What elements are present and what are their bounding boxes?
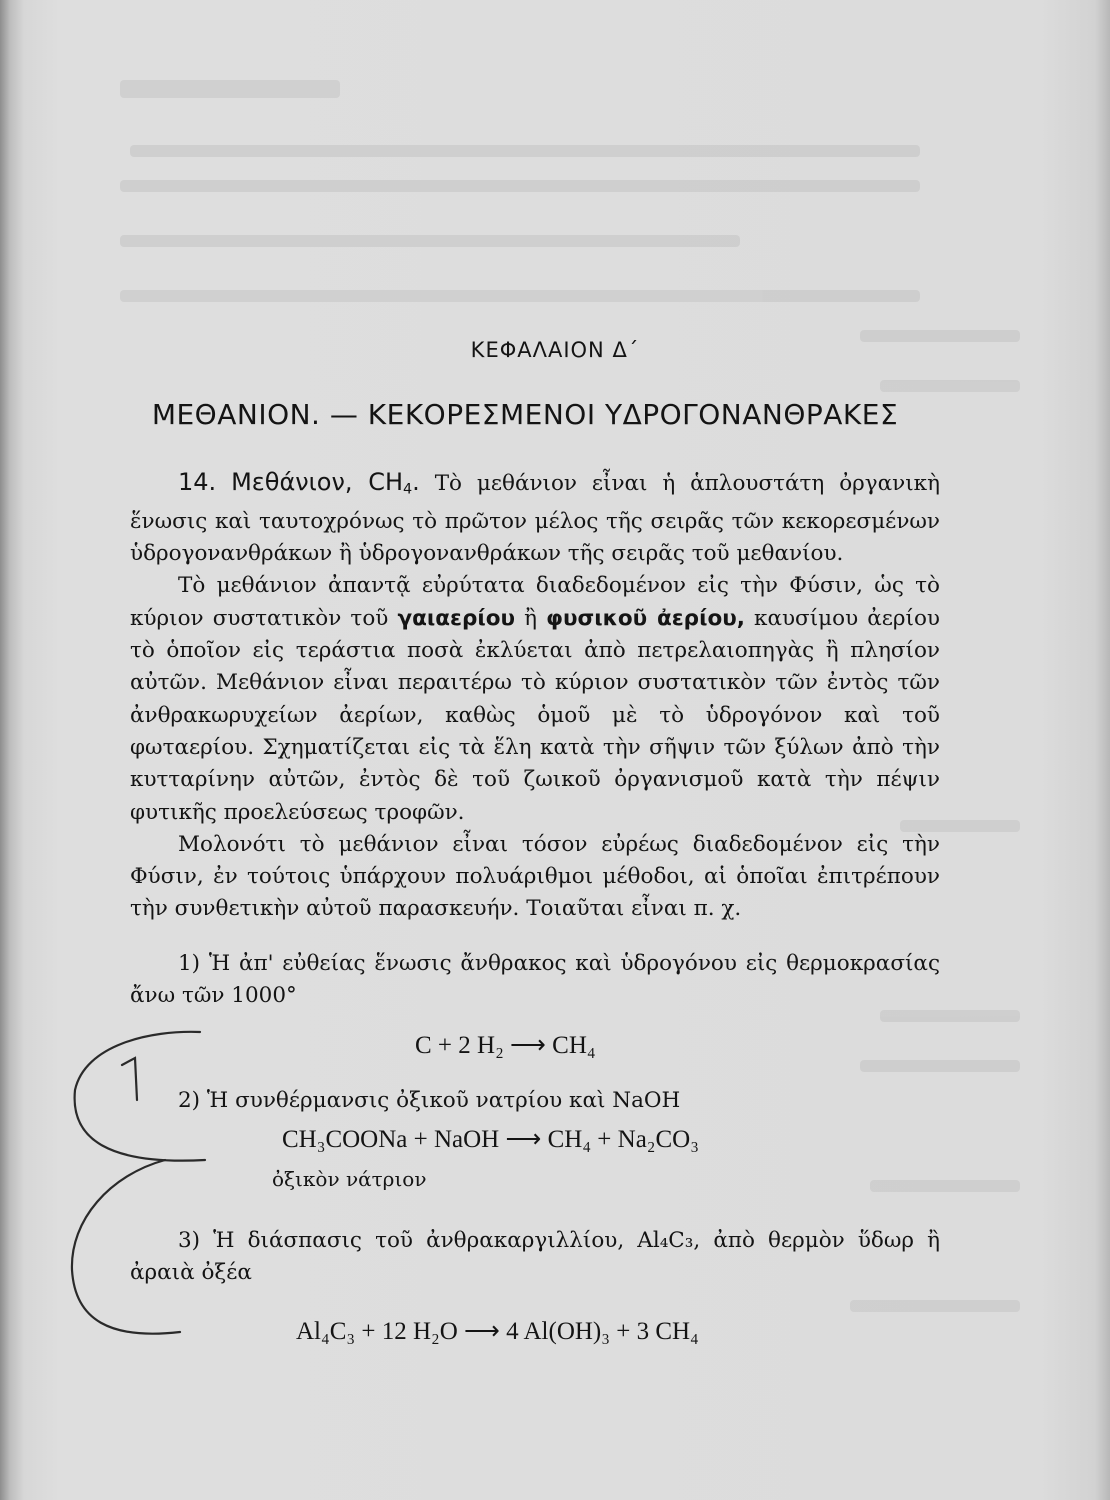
paragraph-2: Τὸ μεθάνιον ἀπαντᾷ εὐρύτατα διαδεδομένον εἰς τὴν Φύσιν, ὡς τὸ κύριον συστατικὸν τοῦ γαιαερίου ἢ φυσικοῦ ἀερίου, καυσίμου ἀερίου τὸ ὁποῖον εἰς τεράστια ποσὰ ἐκλύεται ἀπὸ πετρελαιοπηγὰς ἢ πλησίον αὐτῶν. Μεθάνιον εἶναι περαιτέρω τὸ κύριον συστατικὸν τῶν ἐντὸς τῶν ἀνθρακωρυχείων ἀερίων, καθὼς ὁμοῦ μὲ τὸ ὑδρογόνον καὶ τοῦ φωταερίου. Σχηματίζεται εἰς τὰ ἕλη κατὰ τὴν σῆψιν τῶν ξύλων ἀπὸ τὴν κυτταρίνην αὐτῶν, ἐντὸς δὲ τοῦ ζωικοῦ ὀργανισμοῦ κατὰ τὴν πέψιν φυτικῆς προελεύσεως τροφῶν.: [130, 573, 940, 825]
equation-2: CH₃COONa + NaOH ⟶ CH₄ + Na₂CO₃: [282, 1126, 699, 1153]
paragraph-3: Μολονότι τὸ μεθάνιον εἶναι τόσον εὐρέως διαδεδομένον εἰς τὴν Φύσιν, ἐν τούτοις ὑπάρχουν πολυάριθμοι μέθοδοι, αἱ ὁποῖαι ἐπιτρέπουν τὴν συνθετικὴν αὐτοῦ παρασκευήν. Τοιαῦται εἶναι π. χ.: [130, 831, 940, 922]
method-2-text: 2) Ἡ συνθέρμανσις ὀξικοῦ νατρίου καὶ NaOH: [178, 1088, 681, 1113]
chapter-title: ΜΕΘΑΝΙΟΝ. — ΚΕΚΟΡΕΣΜΕΝΟΙ ΥΔΡΟΓΟΝΑΝΘΡΑΚΕΣ: [151, 398, 899, 431]
section-heading: Μεθάνιον, $CH_4$.: [231, 468, 420, 498]
term-gaiaeriou: γαιαερίου: [397, 605, 516, 631]
method-3-text: 3) Ἡ διάσπασις τοῦ ἀνθρακαργιλλίου, Al₄C₃, ἀπὸ θερμὸν ὕδωρ ἢ ἀραιὰ ὀξέα: [130, 1228, 940, 1286]
section-number: 14.: [178, 468, 217, 496]
paragraph-1: Τὸ μεθάνιον εἶναι ἡ ἁπλουστάτη ὀργανικὴ ἕνωσις καὶ ταυτοχρόνως τὸ πρῶτον μέλος τῆς σειρᾶς τῶν κεκορεσμένων ὑδρογονανθράκων ἢ ὑδρογονανθράκων τῆς σειρᾶς τοῦ μεθανίου.: [130, 471, 940, 567]
chapter-label: ΚΕΦΑΛΑΙΟΝ Δ΄: [470, 338, 640, 362]
equation-2-caption: ὀξικὸν νάτριον: [272, 1167, 427, 1191]
method-1-text: 1) Ἡ ἀπ' εὐθείας ἕνωσις ἄνθρακος καὶ ὑδρογόνου εἰς θερμοκρασίας ἄνω τῶν 1000°: [130, 951, 940, 1009]
term-physikou-aeriou: φυσικοῦ ἀερίου,: [546, 605, 745, 631]
equation-3: Al₄C₃ + 12 H₂O ⟶ 4 Al(OH)₃ + 3 CH₄: [296, 1318, 699, 1345]
equation-1: C + 2 H₂ ⟶ CH₄: [415, 1032, 596, 1059]
